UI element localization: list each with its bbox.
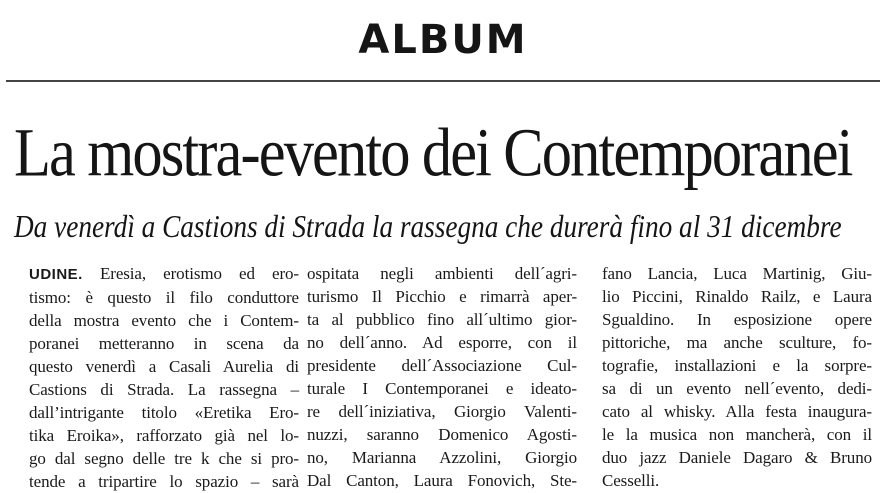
column-line: presidente dell´Associazione Cul- xyxy=(307,356,577,375)
column-line: turismo Il Picchio e rimarrà aper- xyxy=(307,287,577,306)
column-line xyxy=(29,262,299,286)
column-line: lio Piccini, Rinaldo Railz, e Laura xyxy=(602,287,872,306)
article-subheadline: Da venerdì a Castions di Strada la rassegna che durerà fino al 31 dicembre xyxy=(14,209,842,245)
column-line: go dal segno delle tre k che si pro- xyxy=(29,449,299,468)
column-line: Cesselli. xyxy=(602,471,660,490)
section-divider xyxy=(6,80,880,82)
column-line: della mostra evento che i Contem- xyxy=(29,311,299,330)
column-line: le la musica non mancherà, con il xyxy=(602,425,872,444)
article-column-1 xyxy=(29,262,299,493)
column-line: Castions di Strada. La rassegna – xyxy=(29,380,299,399)
column-line: tika Eroika», rafforzato già nel lo- xyxy=(29,426,299,445)
column-line: re dell´iniziativa, Giorgio Valenti- xyxy=(307,402,577,421)
column-line: tismo: è questo il filo conduttore xyxy=(29,288,299,307)
section-header xyxy=(0,14,886,66)
column-line: no, Marianna Azzolini, Giorgio xyxy=(307,448,577,467)
column-line: no dell´anno. Ad esporre, con il xyxy=(307,333,577,352)
column-line: sa di un evento nell´evento, dedi- xyxy=(602,379,872,398)
article-column-2 xyxy=(307,262,577,492)
column-line: dall’intrigante titolo «Eretika Ero- xyxy=(29,403,299,422)
column-line: cato al whisky. Alla festa inaugura- xyxy=(602,402,872,421)
column-line: turale I Contemporanei e ideato- xyxy=(307,379,577,398)
section-title: ALBUM xyxy=(358,17,528,63)
article-column-3 xyxy=(602,262,872,492)
column-line: questo venerdì a Casali Aurelia di xyxy=(29,357,299,376)
column-line: Dal Canton, Laura Fonovich, Ste- xyxy=(307,471,577,490)
article-headline: La mostra-evento dei Contemporanei xyxy=(14,114,852,191)
column-line: tografie, installazioni e la sorpre- xyxy=(602,356,872,375)
column-line: fano Lancia, Luca Martinig, Giu- xyxy=(602,264,872,283)
column-line: Sgualdino. In esposizione opere xyxy=(602,310,872,329)
column-line: ta al pubblico fino all´ultimo gior- xyxy=(307,310,577,329)
column-line: nuzzi, saranno Domenico Agosti- xyxy=(307,425,577,444)
column-line: tende a tripartire lo spazio – sarà xyxy=(29,472,299,491)
column-line: ospitata negli ambienti dell´agri- xyxy=(307,264,577,283)
article-dateline: UDINE. xyxy=(29,266,83,283)
column-line-text: Eresia, erotismo ed ero- xyxy=(82,264,299,283)
column-line: pittoriche, ma anche sculture, fo- xyxy=(602,333,872,352)
column-line: poranei metteranno in scena da xyxy=(29,334,299,353)
column-line: duo jazz Daniele Dagaro & Bruno xyxy=(602,448,872,467)
